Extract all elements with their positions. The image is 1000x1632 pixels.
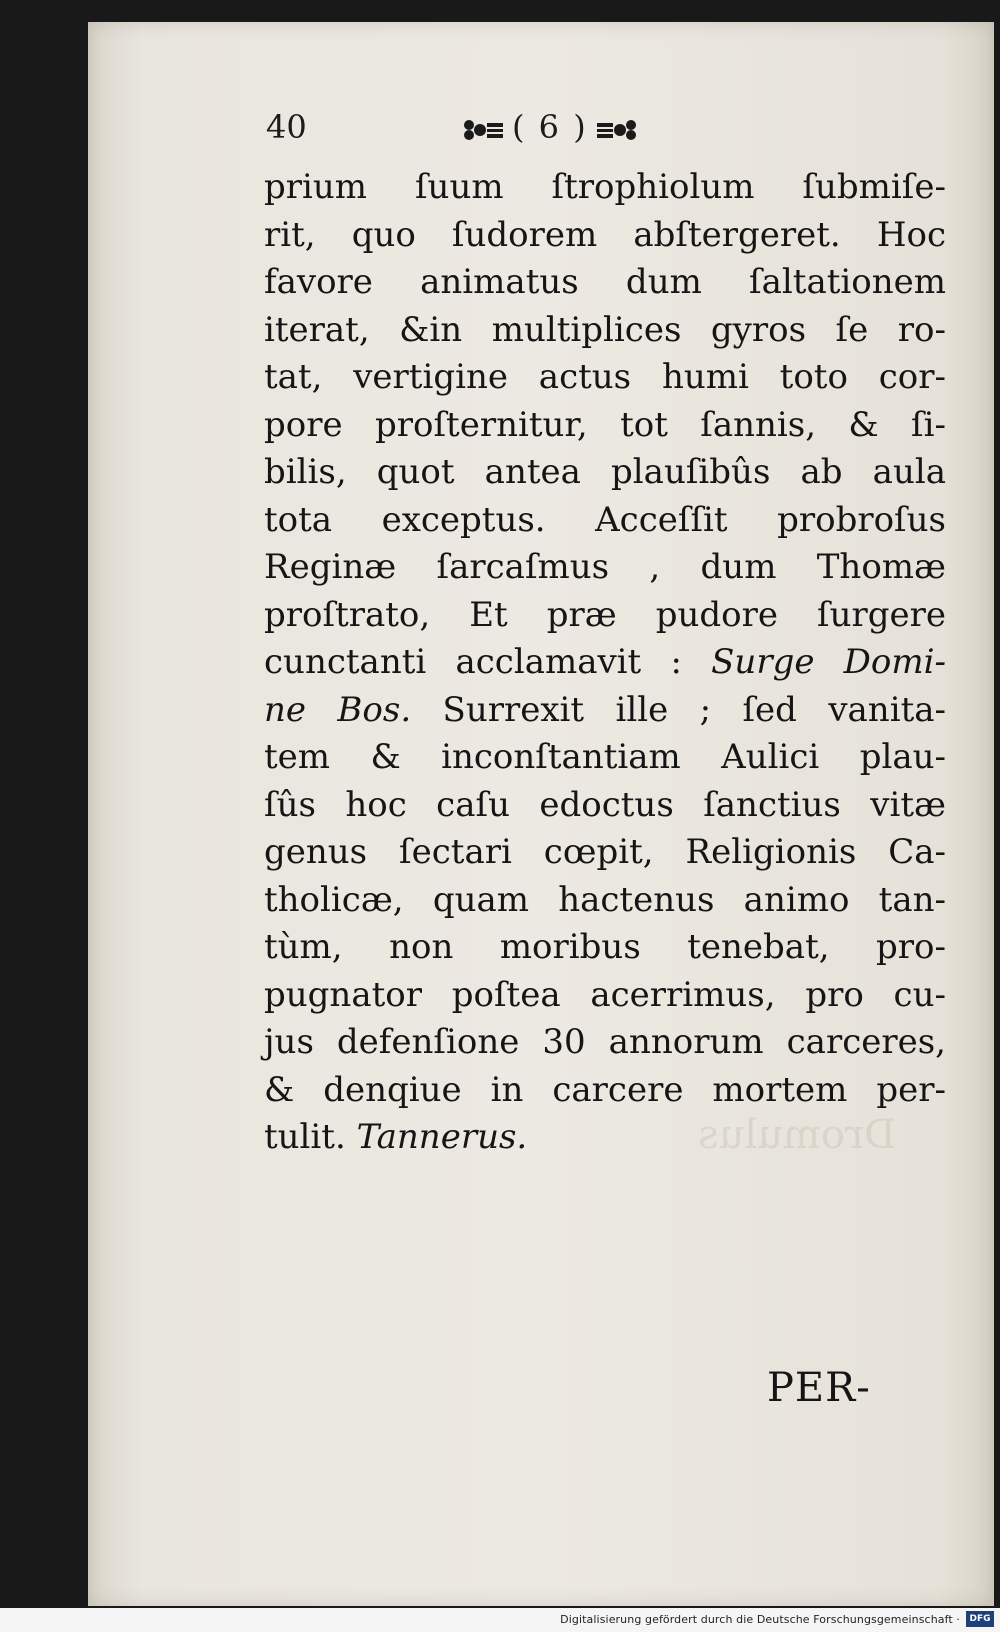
- text-line: tota exceptus. Acceſſit probroſus: [264, 499, 946, 540]
- text-line: tùm, non moribus tenebat, pro-: [264, 927, 946, 967]
- text-line: pugnator poſtea acerrimus, pro cu-: [264, 974, 946, 1015]
- bleed-through-decoration: Dromulus: [698, 1112, 897, 1158]
- left-ornament-icon: [462, 117, 506, 143]
- right-ornament-icon: [594, 117, 638, 143]
- text-roman: Surrexit ille ; ſed vanita-: [411, 689, 947, 730]
- text-line: tat, vertigine actus humi toto cor-: [264, 357, 946, 397]
- footer-bar: [0, 1608, 1000, 1632]
- running-head-text: ( 6 ): [512, 108, 588, 146]
- text-line: rit, quo ſudorem abſtergeret. Hoc: [264, 214, 946, 255]
- page-header: [266, 108, 726, 158]
- text-line: pore proſternitur, tot ſannis, & ſi-: [264, 404, 946, 445]
- text-line-mixed: [264, 687, 946, 735]
- text-line: bilis, quot antea plauſibûs ab aula: [264, 452, 946, 492]
- text-line: proſtrato, Et præ pudore ſurgere: [264, 594, 946, 635]
- text-line-mixed: [264, 1114, 946, 1162]
- text-italic: ne Bos.: [264, 689, 412, 730]
- footer-credit: Digitalisierung gefördert durch die Deutsche Forschungsgemeinschaft ·: [560, 1613, 960, 1626]
- text-line: & denqiue in carcere mortem per-: [264, 1069, 946, 1110]
- dfg-logo: DFG: [966, 1611, 994, 1627]
- body-text: [264, 164, 946, 1162]
- text-roman: tulit.: [264, 1117, 357, 1157]
- text-line: jus defenſione 30 annorum carceres,: [264, 1022, 946, 1062]
- text-roman: cunctanti acclamavit :: [264, 642, 712, 682]
- catchword: PER-: [767, 1365, 871, 1411]
- author-citation: Tannerus.: [356, 1117, 528, 1157]
- text-line: Reginæ ſarcaſmus , dum Thomæ: [264, 547, 946, 587]
- text-italic: Surge Domi-: [711, 642, 947, 682]
- text-line: iterat, &in multiplices gyros ſe ro-: [264, 309, 946, 350]
- page-number: 40: [266, 108, 307, 146]
- text-line: prium ſuum ſtrophiolum ſubmiſe-: [264, 167, 946, 207]
- text-line: ſûs hoc caſu edoctus ſanctius vitæ: [264, 784, 946, 825]
- running-head: [456, 108, 644, 146]
- text-line: favore animatus dum ſaltationem: [264, 262, 946, 302]
- text-line: tholicæ, quam hactenus animo tan-: [264, 879, 946, 920]
- text-line: tem & inconſtantiam Aulici plau-: [264, 737, 946, 777]
- text-line: genus ſectari cœpit, Religionis Ca-: [264, 832, 946, 872]
- text-line-mixed: [264, 639, 946, 687]
